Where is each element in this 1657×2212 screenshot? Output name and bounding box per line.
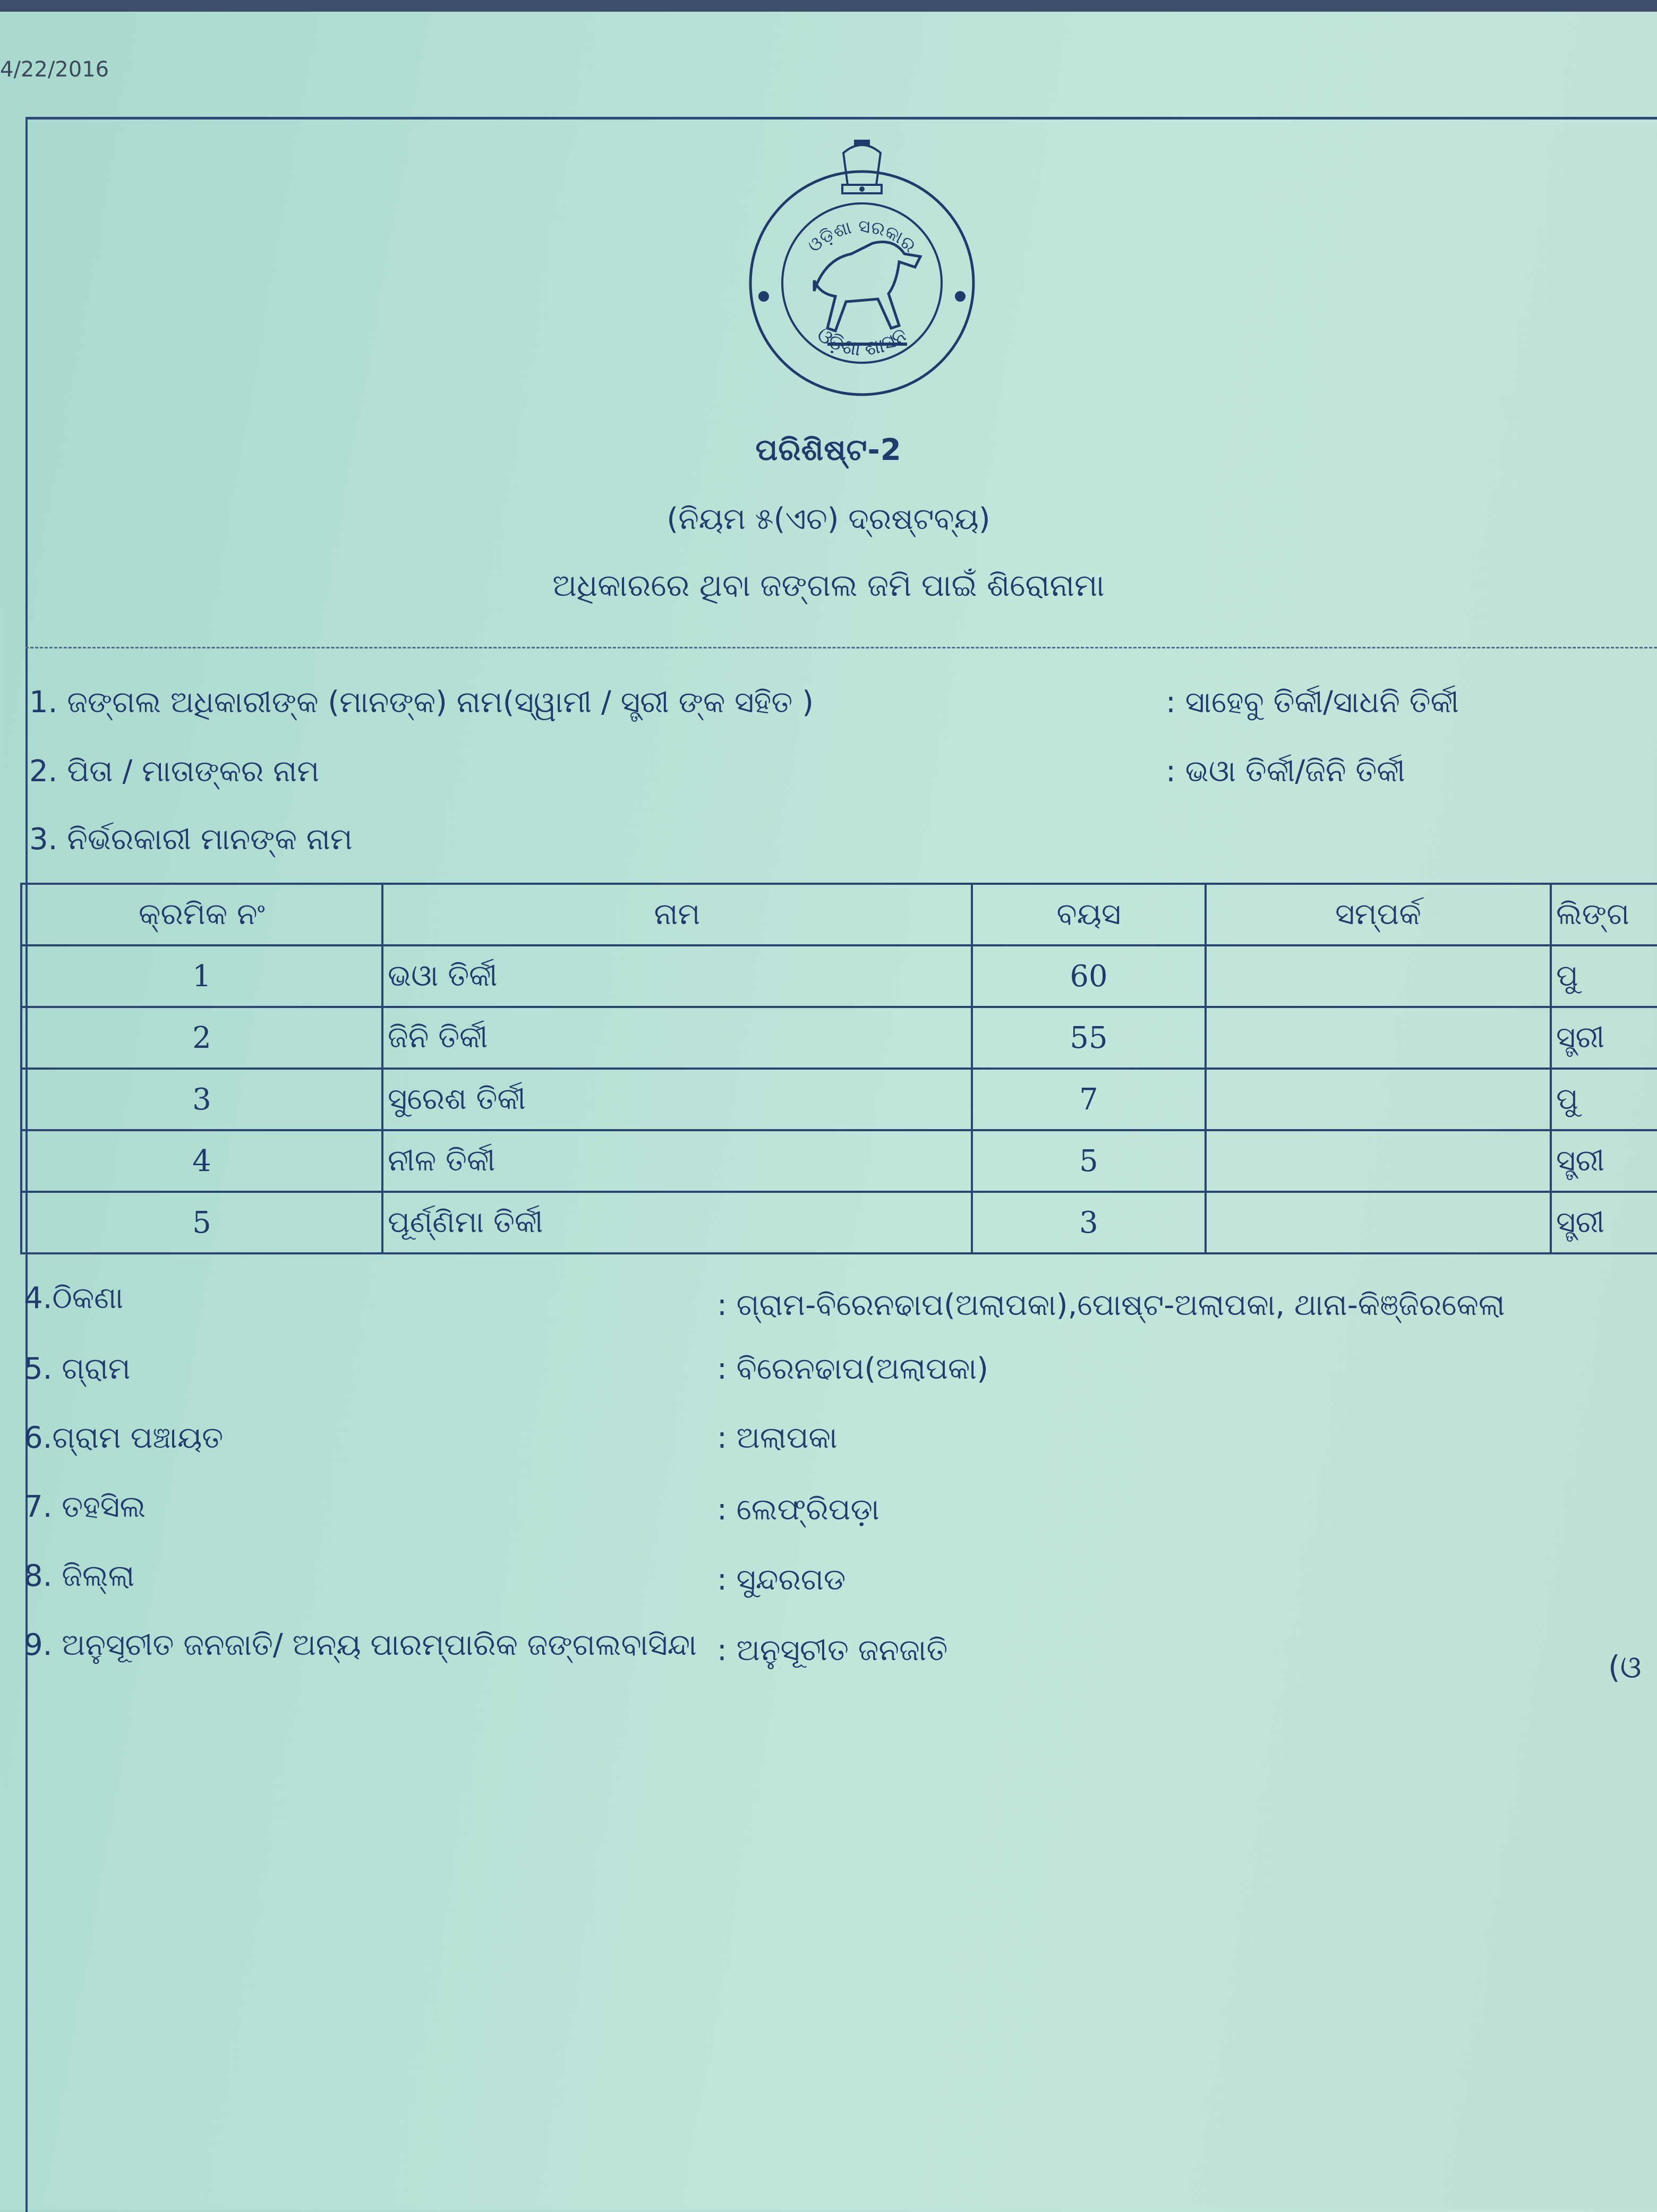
document-title: ଅଧିକାରରେ ଥିବା ଜଙ୍ଗଲ ଜମି ପାଇଁ ଶିରୋନାମା — [552, 567, 1105, 603]
column-header-age: ବୟସ — [972, 884, 1206, 945]
village-label: 5. ଗ୍ରାମ — [24, 1352, 131, 1386]
continuation-mark: (ଓ — [1608, 1649, 1642, 1685]
gender-cell: ସ୍ତ୍ରୀ — [1551, 1007, 1657, 1069]
dependents-table — [20, 883, 1657, 1254]
serial-cell: 1 — [21, 945, 382, 1007]
gender-cell: ସ୍ତ୍ରୀ — [1551, 1192, 1657, 1253]
header-divider — [25, 647, 1657, 648]
top-edge-strip — [0, 0, 1657, 12]
age-cell: 60 — [972, 945, 1206, 1007]
gram-panchayat-value: : ଅଲାପକା — [717, 1421, 838, 1455]
forest-rights-holder-label: 1. ଜଙ୍ଗଲ ଅଧିକାରୀଙ୍କ (ମାନଙ୍କ) ନାମ(ସ୍ୱାମୀ / ସ୍ତ୍ରୀ ଙ୍କ ସହିତ ) — [29, 685, 814, 720]
table-row — [21, 1007, 1657, 1069]
table-row — [21, 945, 1657, 1007]
community-label: 9. ଅନୁସୂଚୀତ ଜନଜାତି/ ଅନ୍ୟ ପାରମ୍ପାରିକ ଜଙ୍ଗଲବାସିନ୍ଦା — [24, 1628, 697, 1662]
tehsil-value: : ଲେଫ୍ରିପଡ଼ା — [717, 1492, 879, 1527]
column-header-gender: ଲିଙ୍ଗ — [1551, 884, 1657, 945]
relation-cell — [1206, 1130, 1551, 1192]
tehsil-label: 7. ତହସିଲ — [24, 1490, 146, 1524]
name-cell: ଜିନି ତିର୍କୀ — [382, 1007, 972, 1069]
serial-cell: 2 — [21, 1007, 382, 1069]
name-cell: ନୀଳ ତିର୍କୀ — [382, 1130, 972, 1192]
gram-panchayat-label: 6.ଗ୍ରାମ ପଞ୍ଚାୟତ — [24, 1421, 224, 1455]
gender-cell: ପୁ — [1551, 1069, 1657, 1130]
serial-cell: 3 — [21, 1069, 382, 1130]
seal-bottom-text: ଓଡ଼ିଶା ଶାସନ — [812, 322, 912, 361]
odisha-government-seal — [748, 132, 976, 397]
name-cell: ଭଓା ତିର୍କୀ — [382, 945, 972, 1007]
age-cell: 55 — [972, 1007, 1206, 1069]
address-label: 4.ଠିକଣା — [24, 1281, 124, 1316]
relation-cell — [1206, 1069, 1551, 1130]
table-row — [21, 1069, 1657, 1130]
name-cell: ପୂର୍ଣ୍ଣିମା ତିର୍କୀ — [382, 1192, 972, 1253]
district-value: : ସୁନ୍ଦରଗଡ — [717, 1562, 846, 1597]
community-value: : ଅନୁସୂଚୀତ ଜନଜାତି — [717, 1633, 948, 1668]
table-row — [21, 1192, 1657, 1253]
age-cell: 3 — [972, 1192, 1206, 1253]
gender-cell: ପୁ — [1551, 945, 1657, 1007]
forest-rights-holder-value: : ସାହେବୁ ତିର୍କୀ/ସାଧନି ତିର୍କୀ — [1166, 685, 1459, 720]
village-value: : ବିରେନଢାପ(ଅଲାପକା) — [717, 1352, 989, 1386]
dependents-label: 3. ନିର୍ଭରକାରୀ ମାନଙ୍କ ନାମ — [29, 822, 353, 857]
seal-top-text: ଓଡ଼ିଶା ସରକାର — [804, 216, 920, 257]
age-cell: 5 — [972, 1130, 1206, 1192]
gender-cell: ସ୍ତ୍ରୀ — [1551, 1130, 1657, 1192]
column-header-relation: ସମ୍ପର୍କ — [1206, 884, 1551, 945]
name-cell: ସୁରେଶ ତିର୍କୀ — [382, 1069, 972, 1130]
column-header-name: ନାମ — [382, 884, 972, 945]
address-value: : ଗ୍ରାମ-ବିରେନଢାପ(ଅଲାପକା),ପୋଷ୍ଟ-ଅଲାପକା, ଥାନା-କିଞ୍ଜିରକେଲା — [717, 1288, 1505, 1322]
parents-name-label: 2. ପିତା / ମାତାଙ୍କର ନାମ — [29, 754, 320, 789]
serial-cell: 5 — [21, 1192, 382, 1253]
district-label: 8. ଜିଲ୍ଲା — [24, 1559, 135, 1593]
print-date: 4/22/2016 — [0, 57, 109, 82]
rule-reference: (ନିୟମ ୫(ଏଚ) ଦ୍ରଷ୍ଟବ୍ୟ) — [667, 502, 990, 536]
relation-cell — [1206, 1192, 1551, 1253]
table-header-row — [21, 884, 1657, 945]
relation-cell — [1206, 945, 1551, 1007]
relation-cell — [1206, 1007, 1551, 1069]
parents-name-value: : ଭଓା ତିର୍କୀ/ଜିନି ତିର୍କୀ — [1166, 754, 1405, 789]
appendix-heading: ପରିଶିଷ୍ଟ-2 — [755, 433, 902, 467]
age-cell: 7 — [972, 1069, 1206, 1130]
table-row — [21, 1130, 1657, 1192]
column-header-serial: କ୍ରମିକ ନଂ — [21, 884, 382, 945]
serial-cell: 4 — [21, 1130, 382, 1192]
